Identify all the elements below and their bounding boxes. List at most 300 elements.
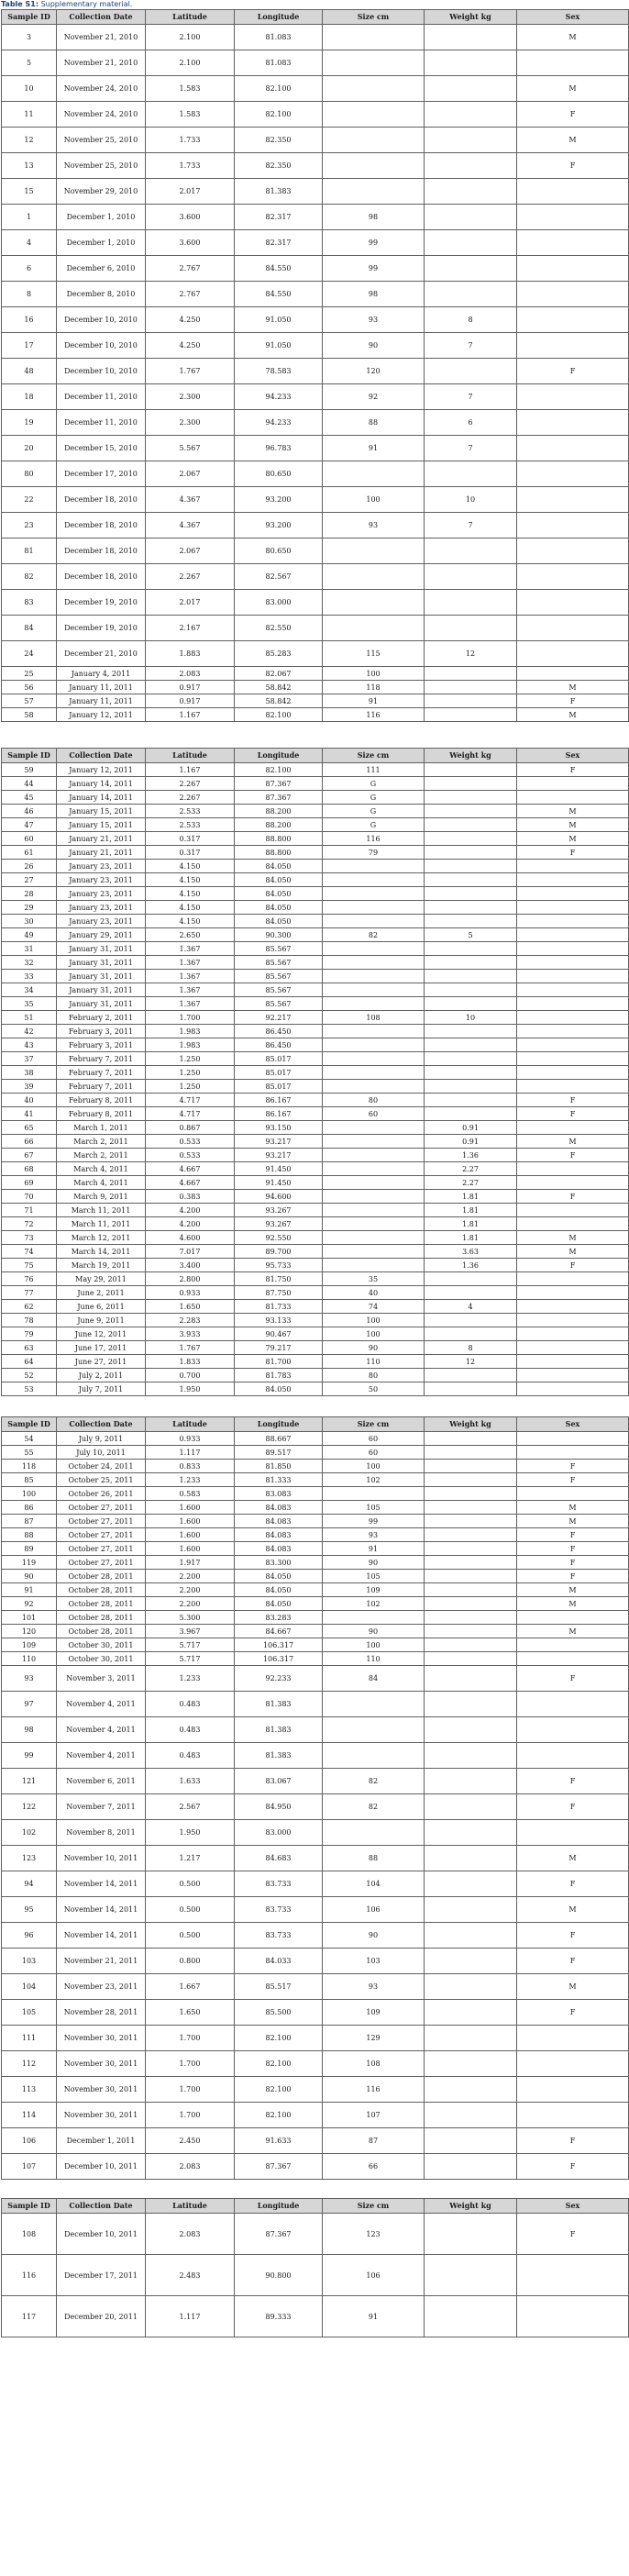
table-cell: 3 [2,25,57,50]
header-row [2,749,629,763]
table-cell: 4 [2,230,57,256]
table-cell [517,983,629,997]
table-cell: 29 [2,901,57,915]
table-cell [425,1542,517,1556]
table-cell [517,590,629,616]
table-cell [425,2051,517,2077]
table-cell: M [517,708,629,722]
table-cell: November 14, 2011 [57,1923,146,1949]
table-cell [425,2214,517,2255]
table-cell [517,777,629,791]
table-cell: November 14, 2011 [57,1897,146,1923]
table-cell: F [517,1769,629,1794]
table-cell: 10 [2,76,57,102]
table-cell: 90 [323,1341,425,1355]
table-row [2,1176,629,1190]
table-cell: 106 [323,2255,425,2296]
table-cell: October 28, 2011 [57,1583,146,1597]
table-cell: 2.100 [146,25,235,50]
table-cell: 114 [2,2103,57,2128]
table-cell: 83.733 [235,1923,323,1949]
table-cell: 80 [323,1369,425,1382]
table-cell: 79 [323,846,425,860]
table-cell: 86.450 [235,1038,323,1052]
header-row [2,2199,629,2214]
table-cell: 2.450 [146,2128,235,2154]
table-cell: January 31, 2011 [57,942,146,956]
table-row [2,942,629,956]
table-cell: 111 [2,2026,57,2051]
table-cell [323,590,425,616]
table-cell: 1.250 [146,1080,235,1094]
table-row [2,1794,629,1820]
table-cell: 93.133 [235,1314,323,1327]
table-cell: 91.633 [235,2128,323,2154]
table-cell: October 30, 2011 [57,1652,146,1666]
table-cell [517,1121,629,1135]
table-cell: 83.283 [235,1611,323,1625]
table-cell: March 19, 2011 [57,1259,146,1272]
table-row [2,846,629,860]
table-cell: G [323,805,425,818]
table-cell: F [517,694,629,708]
table-cell: 1.117 [146,1446,235,1460]
table-cell: 1.367 [146,942,235,956]
table-cell: 1.600 [146,1542,235,1556]
table-cell [425,1382,517,1396]
table-cell: February 7, 2011 [57,1052,146,1066]
table-cell: October 30, 2011 [57,1638,146,1652]
table-cell: 78 [2,1314,57,1327]
table-row [2,1692,629,1717]
specimen-table-1 [1,9,629,722]
table-cell: F [517,1473,629,1487]
table-cell [425,1369,517,1382]
table-cell [517,1217,629,1231]
table-cell: 81.383 [235,1717,323,1743]
table-cell: October 27, 2011 [57,1556,146,1570]
table-cell [425,1473,517,1487]
table-cell: 1.833 [146,1355,235,1369]
table-row [2,1190,629,1204]
table-cell: 27 [2,873,57,887]
table-cell: 1.700 [146,2103,235,2128]
table-row [2,1300,629,1314]
table-cell: January 4, 2011 [57,667,146,681]
table-cell [323,887,425,901]
table-row [2,1638,629,1652]
table-cell: M [517,1135,629,1149]
column-header: Weight kg [425,2199,517,2214]
table-cell: 109 [323,2000,425,2026]
table-row [2,1162,629,1176]
table-cell: 1.600 [146,1501,235,1515]
table-cell [323,1149,425,1162]
table-cell: December 11, 2010 [57,410,146,436]
table-cell: M [517,832,629,846]
table-cell: 49 [2,928,57,942]
table-cell: 60 [2,832,57,846]
table-cell: 100 [2,1487,57,1501]
table-cell [517,2026,629,2051]
table-row [2,1149,629,1162]
table-cell [517,1025,629,1038]
table-cell: 0.917 [146,681,235,694]
table-cell: 4.600 [146,1231,235,1245]
table-cell: 106.317 [235,1638,323,1652]
table-cell: January 21, 2011 [57,832,146,846]
table-cell: March 11, 2011 [57,1204,146,1217]
table-cell: 39 [2,1080,57,1094]
table-cell: 1.233 [146,1473,235,1487]
table-cell: 2.27 [425,1162,517,1176]
table-cell: 2.100 [146,50,235,76]
table-cell: 2.067 [146,461,235,487]
table-cell: 0.91 [425,1121,517,1135]
table-cell: 6 [2,256,57,282]
table-row [2,928,629,942]
table-cell [425,1515,517,1528]
table-row [2,564,629,590]
table-cell: 84.950 [235,1794,323,1820]
table-cell: 88.200 [235,818,323,832]
table-cell: 85.567 [235,970,323,983]
table-cell: December 21, 2010 [57,641,146,667]
table-cell: 88 [323,1846,425,1871]
table-cell: 83.083 [235,1487,323,1501]
table-cell: 2.267 [146,791,235,805]
table-cell: December 10, 2011 [57,2154,146,2180]
table-cell: 1.767 [146,359,235,384]
table-cell: M [517,1846,629,1871]
table-row [2,539,629,564]
table-cell [425,956,517,970]
table-cell [425,873,517,887]
table-cell: 62 [2,1300,57,1314]
table-cell: 87 [323,2128,425,2154]
table-cell [425,2103,517,2128]
table-cell: 106 [323,1897,425,1923]
column-header: Size cm [323,1417,425,1432]
header-row [2,10,629,25]
table-cell [323,1692,425,1717]
table-cell: 90 [323,333,425,359]
table-cell: 43 [2,1038,57,1052]
table-cell: March 14, 2011 [57,1245,146,1259]
table-cell: 0.533 [146,1135,235,1149]
table-cell: 82 [2,564,57,590]
table-cell [425,2255,517,2296]
table-cell [323,153,425,179]
table-cell: 113 [2,2077,57,2103]
table-cell: 84 [323,1666,425,1692]
table-cell [425,153,517,179]
table-row [2,25,629,50]
table-cell: January 15, 2011 [57,805,146,818]
table-cell: 66 [2,1135,57,1149]
table-cell [425,1743,517,1769]
table-cell [425,1080,517,1094]
table-cell: 1.36 [425,1149,517,1162]
table-cell: 53 [2,1382,57,1396]
table-cell: 92.550 [235,1231,323,1245]
table-cell: January 21, 2011 [57,846,146,860]
table-cell [425,1286,517,1300]
table-cell [425,708,517,722]
table-cell: 4.367 [146,487,235,513]
column-header: Size cm [323,10,425,25]
table-cell: 1.367 [146,997,235,1011]
table-cell: 1.81 [425,1217,517,1231]
table-row [2,681,629,694]
table-row [2,2103,629,2128]
table-cell: 115 [323,641,425,667]
table-cell: 1.250 [146,1066,235,1080]
table-cell: M [517,1515,629,1528]
table-cell: 0.483 [146,1692,235,1717]
table-cell [517,970,629,983]
table-cell: October 26, 2011 [57,1487,146,1501]
table-cell [517,282,629,307]
table-cell: 5 [2,50,57,76]
table-cell: 104 [323,1871,425,1897]
table-cell [425,681,517,694]
table-cell: 7 [425,436,517,461]
table-cell: 90.300 [235,928,323,942]
table-cell: November 24, 2010 [57,102,146,128]
table-cell [323,1487,425,1501]
table-cell [425,1501,517,1515]
table-cell: 1.81 [425,1204,517,1217]
table-cell [425,1487,517,1501]
table-cell: 84.050 [235,887,323,901]
table-cell: 92 [323,384,425,410]
table-cell: M [517,25,629,50]
table-cell: 118 [2,1460,57,1473]
table-cell: 82.100 [235,102,323,128]
table-cell: 81.333 [235,1473,323,1487]
table-cell: January 31, 2011 [57,983,146,997]
table-cell: 100 [323,1327,425,1341]
table-cell: June 6, 2011 [57,1300,146,1314]
table-cell: 82.567 [235,564,323,590]
table-cell: 0.500 [146,1871,235,1897]
table-cell: 81.083 [235,25,323,50]
table-cell: F [517,2128,629,2154]
table-row [2,1846,629,1871]
table-cell [517,641,629,667]
table-cell: 70 [2,1190,57,1204]
table-cell [425,887,517,901]
tables-container [0,9,629,2337]
table-cell: 42 [2,1025,57,1038]
table-cell: 2.083 [146,2214,235,2255]
table-cell: 0.800 [146,1949,235,1974]
table-cell: 80.650 [235,539,323,564]
table-cell [425,1769,517,1794]
table-cell [425,915,517,928]
table-row [2,1897,629,1923]
table-cell: 22 [2,487,57,513]
table-cell [517,2051,629,2077]
table-cell: 11 [2,102,57,128]
table-cell: January 23, 2011 [57,887,146,901]
table-cell: 81 [2,539,57,564]
table-row [2,873,629,887]
table-cell: 3.400 [146,1259,235,1272]
table-cell: October 27, 2011 [57,1501,146,1515]
table-row [2,641,629,667]
table-cell: 84.550 [235,256,323,282]
table-cell [425,2026,517,2051]
table-cell [323,1743,425,1769]
table-cell: 91.450 [235,1176,323,1190]
table-cell: 1.983 [146,1025,235,1038]
table-cell: 2.167 [146,616,235,641]
table-cell [425,616,517,641]
table-cell: 35 [2,997,57,1011]
table-cell: 93.267 [235,1217,323,1231]
table-row [2,1217,629,1231]
table-cell: December 10, 2010 [57,307,146,333]
table-caption-label: Table S1: [1,0,39,8]
table-row [2,1528,629,1542]
table-cell [517,1314,629,1327]
table-cell: 1.633 [146,1769,235,1794]
table-cell: F [517,2000,629,2026]
table-cell: 69 [2,1176,57,1190]
table-cell: 108 [323,1011,425,1025]
table-row [2,128,629,153]
table-cell: 123 [2,1846,57,1871]
table-cell: 90 [323,1923,425,1949]
table-cell: 84.050 [235,1597,323,1611]
table-cell: M [517,76,629,102]
table-cell: 2.567 [146,1794,235,1820]
table-cell: 82.100 [235,708,323,722]
table-cell: 2.017 [146,179,235,205]
table-row [2,282,629,307]
table-cell: 0.383 [146,1190,235,1204]
table-cell: 84.083 [235,1542,323,1556]
table-cell [425,2154,517,2180]
table-cell: 0.833 [146,1460,235,1473]
table-cell [517,1176,629,1190]
table-cell: December 18, 2010 [57,564,146,590]
table-cell [323,860,425,873]
table-cell: 98 [323,282,425,307]
table-cell: 88.800 [235,846,323,860]
table-cell: 116 [2,2255,57,2296]
table-cell: 82.317 [235,205,323,230]
table-cell: December 18, 2010 [57,487,146,513]
table-cell: 7 [425,513,517,539]
table-cell: M [517,1501,629,1515]
table-row [2,50,629,76]
table-cell [517,2103,629,2128]
table-cell: 122 [2,1794,57,1820]
table-cell: 85.567 [235,983,323,997]
table-cell: 57 [2,694,57,708]
table-cell [517,901,629,915]
table-cell: November 4, 2011 [57,1717,146,1743]
table-cell: 1.733 [146,153,235,179]
table-row [2,1923,629,1949]
table-cell: 82 [323,1769,425,1794]
table-cell: October 27, 2011 [57,1542,146,1556]
table-row [2,2000,629,2026]
table-cell: 116 [323,832,425,846]
table-cell: 10 [425,487,517,513]
table-cell: December 6, 2010 [57,256,146,282]
table-cell: July 2, 2011 [57,1369,146,1382]
specimen-table-2 [1,748,629,1396]
table-cell: 2.27 [425,1176,517,1190]
table-row [2,1460,629,1473]
table-cell: 25 [2,667,57,681]
table-cell: 102 [323,1473,425,1487]
table-cell: 81.383 [235,179,323,205]
table-cell: November 24, 2010 [57,76,146,102]
table-cell: 101 [2,1611,57,1625]
table-cell [517,2296,629,2337]
table-cell: 93.267 [235,1204,323,1217]
table-cell: January 14, 2011 [57,777,146,791]
table-cell: 84.550 [235,282,323,307]
table-cell: M [517,1231,629,1245]
table-cell [425,50,517,76]
table-cell: 4.150 [146,901,235,915]
table-row [2,1011,629,1025]
table-cell: 90.467 [235,1327,323,1341]
table-cell: 93 [323,1528,425,1542]
table-cell: 99 [323,230,425,256]
table-cell: 2.283 [146,1314,235,1327]
table-cell: 82.100 [235,2026,323,2051]
table-cell: January 12, 2011 [57,763,146,777]
table-cell [425,1446,517,1460]
table-cell: 83.067 [235,1769,323,1794]
table-cell [323,873,425,887]
table-cell: 86.450 [235,1025,323,1038]
table-cell [517,1162,629,1176]
table-cell: November 28, 2011 [57,2000,146,2026]
table-cell: 84.050 [235,860,323,873]
table-row [2,667,629,681]
table-row [2,970,629,983]
table-row [2,1038,629,1052]
table-cell: 2.200 [146,1583,235,1597]
table-cell: November 21, 2010 [57,50,146,76]
table-cell: F [517,1149,629,1162]
table-row [2,179,629,205]
table-row [2,1432,629,1446]
table-cell: 2.083 [146,2154,235,2180]
table-cell: 87.750 [235,1286,323,1300]
table-cell: June 2, 2011 [57,1286,146,1300]
column-header: Longitude [235,10,323,25]
table-cell: 51 [2,1011,57,1025]
table-cell [425,901,517,915]
table-cell [425,590,517,616]
table-cell: 73 [2,1231,57,1245]
table-cell: November 30, 2011 [57,2051,146,2077]
table-cell: 1.700 [146,2026,235,2051]
table-cell [425,564,517,590]
table-cell: 0.500 [146,1897,235,1923]
column-header: Longitude [235,749,323,763]
table-cell: February 3, 2011 [57,1038,146,1052]
